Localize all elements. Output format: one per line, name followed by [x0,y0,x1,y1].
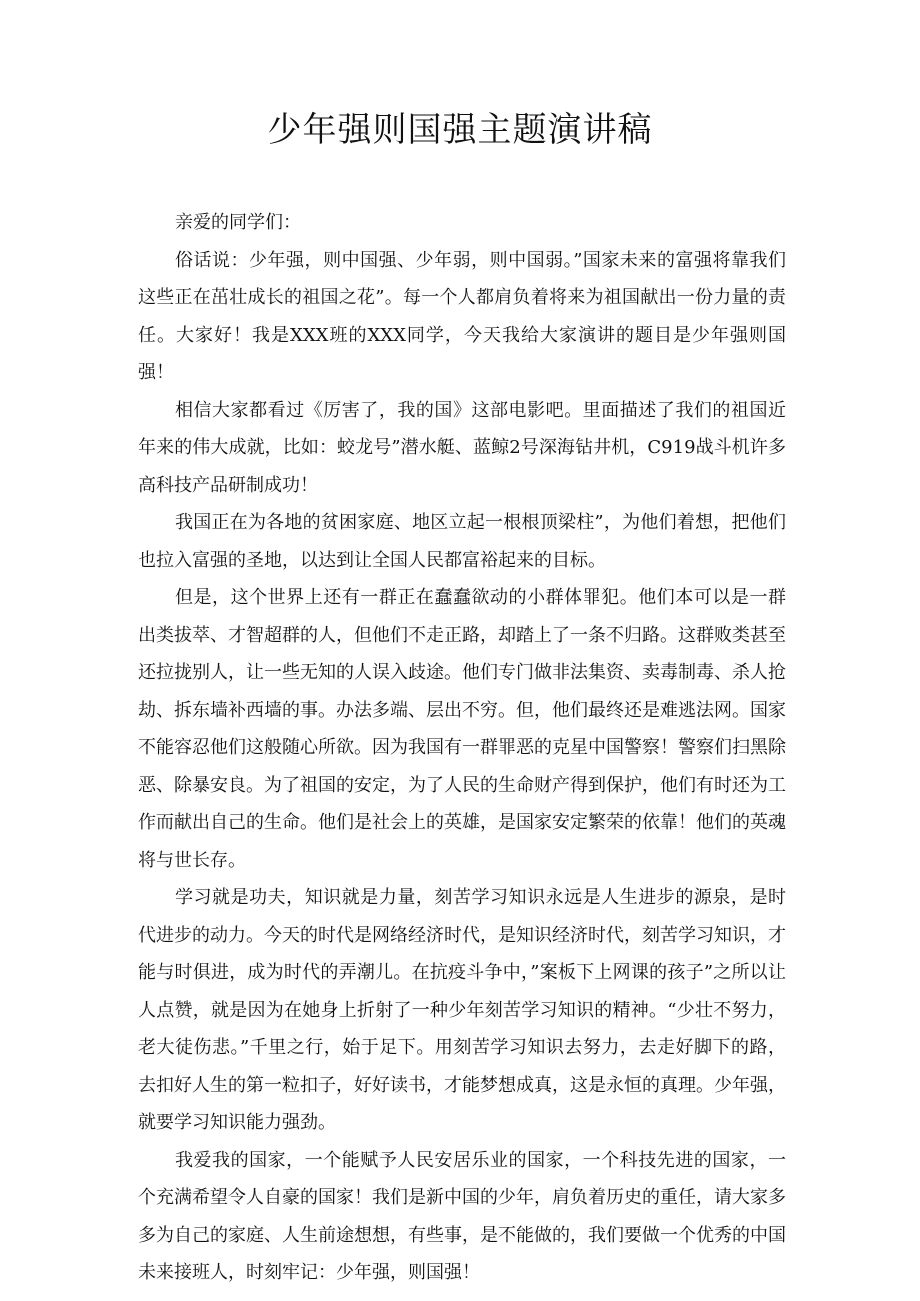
paragraph-4: 但是，这个世界上还有一群正在蠢蠢欲动的小群体罪犯。他们本可以是一群出类拔萃、才智超群的人，但他们不走正路，却踏上了一条不归路。这群败类甚至还拉拢别人，让一些无知的人误入歧途。他们专门做非法集资、卖毒制毒、杀人抢劫、拆东墙补西墙的事。办法多端、层出不穷。但，他们最终还是难逃法网。国家不能容忍他们这般随心所欲。因为我国有一群罪恶的克星中国警察！警察们扫黑除恶、除暴安良。为了祖国的安定，为了人民的生命财产得到保护，他们有时还为工作而献出自己的生命。他们是社会上的英雄，是国家安定繁荣的依靠！他们的英魂将与世长存。 [138,587,786,871]
paragraph-5: 学习就是功夫，知识就是力量，刻苦学习知识永远是人生进步的源泉，是时代进步的动力。今天的时代是网络经济时代，是知识经济时代，刻苦学习知识，才能与时俱进，成为时代的弄潮儿。在抗疫斗争中，”案板下上网课的孩子”之所以让人点赞，就是因为在她身上折射了一种少年刻苦学习知识的精神。“少壮不努力，老大徒伤悲。”千里之行，始于足下。用刻苦学习知识去努力，去走好脚下的路，去扣好人生的第一粒扣子，好好读书，才能梦想成真，这是永恒的真理。少年强，就要学习知识能力强劲。 [138,887,786,1133]
greeting-line: 亲爱的同学们： [175,212,301,233]
paragraph-3: 我国正在为各地的贫困家庭、地区立起一根根顶梁柱”，为他们着想，把他们也拉入富强的圣地，以达到让全国人民都富裕起来的目标。 [138,512,786,571]
document-title: 少年强则国强主题演讲稿 [267,110,653,150]
document-body [138,204,786,1292]
paragraph-1: 俗话说：少年强，则中国强、少年弱，则中国弱。”国家未来的富强将靠我们这些正在茁壮成长的祖国之花”。每一个人都肩负着将来为祖国献出一份力量的责任。大家好！我是XXX班的XXX同学，今天我给大家演讲的题目是少年强则国强！ [138,249,786,383]
paragraph-6: 我爱我的国家，一个能赋予人民安居乐业的国家，一个科技先进的国家，一个充满希望令人自豪的国家！我们是新中国的少年，肩负着历史的重任，请大家多多为自己的家庭、人生前途想想，有些事，是不能做的，我们要做一个优秀的中国未来接班人，时刻牢记：少年强，则国强！ [138,1149,786,1283]
paragraph-2: 相信大家都看过《厉害了，我的国》这部电影吧。里面描述了我们的祖国近年来的伟大成就，比如：蛟龙号”潜水艇、蓝鲸2号深海钻井机，C919战斗机许多高科技产品研制成功！ [138,399,786,496]
